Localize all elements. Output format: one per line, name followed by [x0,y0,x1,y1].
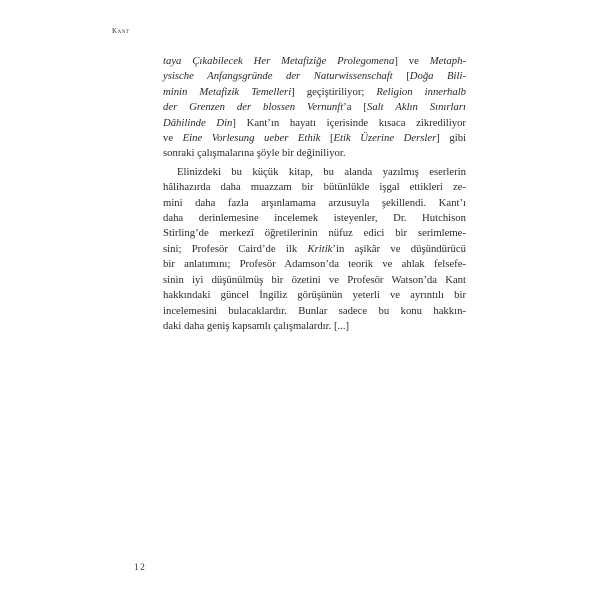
text-line: daki daha geniş kapsamlı çalışmalardır. [...] [163,319,350,332]
text-line: sinin iyi düşünülmüş bir özetini ve Profesör Watson’da Kant [163,273,466,286]
text-line: taya Çıkabilecek Her Metafiziğe Prolegomena] ve Metaph- [163,55,466,67]
text-line: Dâhilinde Din] Kant’ın hayatı içerisinde kısaca zikrediliyor [163,116,466,129]
text-line: bir anlatımını; Profesör Adamson’da teorik ve ahlak felsefe- [163,258,466,271]
text-line: mini daha fazla arşınlamama arzusuyla şekillendi. Kant’ı [163,196,466,209]
text-line: sonraki çalışmalarına şöyle bir değiniliyor. [163,147,346,160]
text-line: hâlihazırda daha muazzam bir bütünlükle işgal ettikleri ze- [163,181,466,194]
text-line: minin Metafizik Temelleri] geçiştiriliyor; Religion innerhalb [163,85,467,98]
running-head: Kant [112,27,130,35]
text-line: ve Eine Vorlesung ueber Ethik [Etik Üzerine Dersler] gibi [163,132,467,145]
text-line: Stirling’de merkezî öğretilerinin nüfuz edici bir serimleme- [163,227,466,240]
body-text [163,54,466,334]
text-line: incelemesini bulacaklardır. Bunlar sadece bu konu hakkın- [163,304,466,317]
text-line: Elinizdeki bu küçük kitap, bu alanda yazılmış eserlerin [177,165,466,178]
text-line: hakkındaki güncel İngiliz görüşünün yeterli ve ayrıntılı bir [163,289,466,302]
page-number: 12 [134,563,147,573]
paragraph-1 [163,54,466,162]
text-line: daha derinlemesine incelemek isteyenler, Dr. Hutchison [163,212,466,225]
text-line: der Grenzen der blossen Vernunft’a [Salt Aklın Sınırları [163,101,466,114]
text-line: sini; Profesör Caird’de ilk Kritik’in aşikâr ve düşündürücü [163,242,466,255]
text-line: ysische Anfangsgründe der Naturwissenschaft [Doğa Bili- [163,70,467,83]
paragraph-2 [163,165,466,334]
